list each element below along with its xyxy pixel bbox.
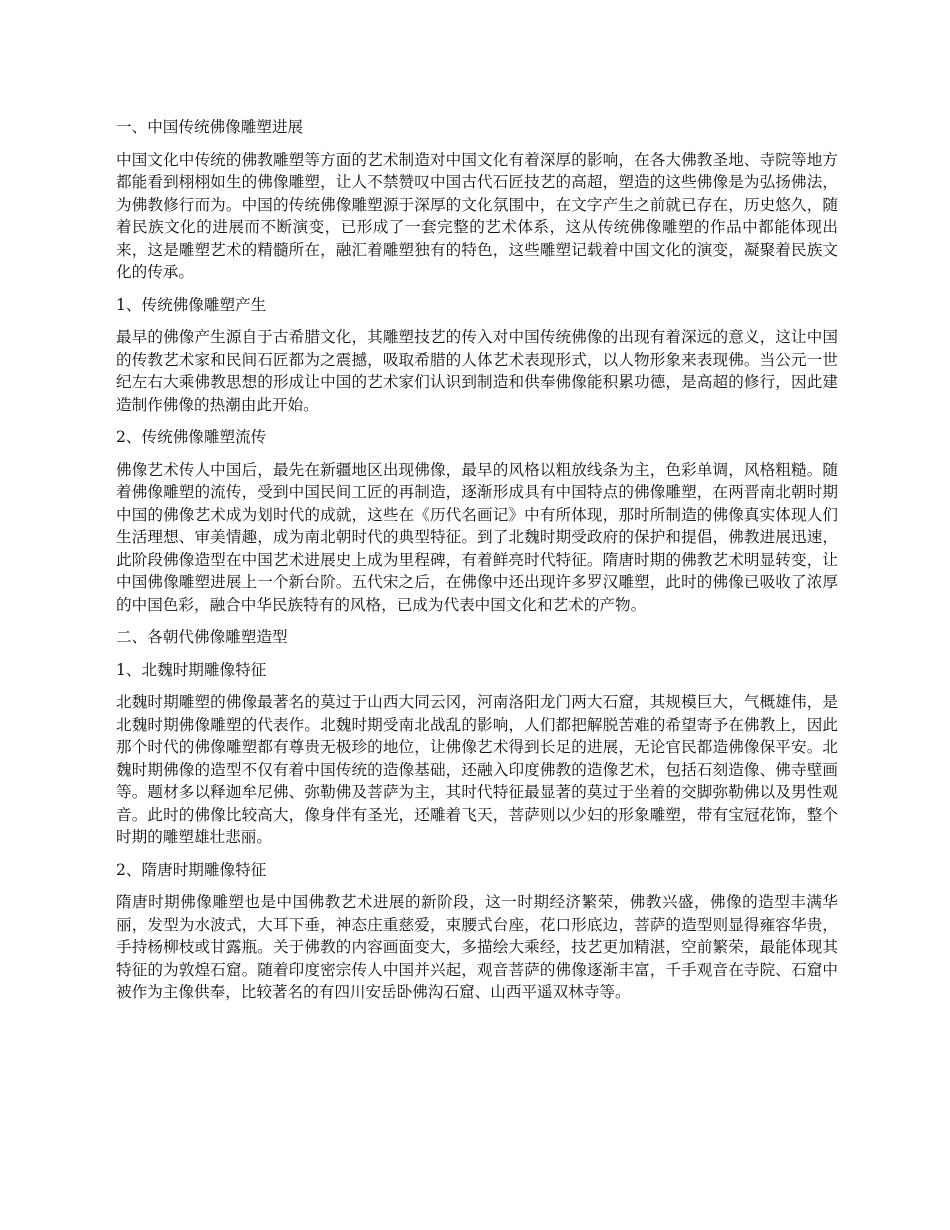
paragraph-sui-tang: 隋唐时期佛像雕塑也是中国佛教艺术进展的新阶段，这一时期经济繁荣，佛教兴盛，佛像的造型丰满华丽，发型为水波式，大耳下垂，神态庄重慈爱，束腰式台座，花口形底边，菩萨的造型则显得雍容华贵，手持杨柳枝或甘露瓶。关于佛教的内容画面变大，多描绘大乘经，技艺更加精湛，空前繁荣，最能体现其特征的为敦煌石窟。随着印度密宗传人中国并兴起，观音菩萨的佛像逐渐丰富，千手观音在寺院、石窟中被作为主像供奉，比较著名的有四川安岳卧佛沟石窟、山西平遥双林寺等。 [116, 893, 838, 1001]
subheading-sui-tang: 2、隋唐时期雕像特征 [116, 860, 267, 879]
paragraph-origin: 最早的佛像产生源自于古希腊文化，其雕塑技艺的传入对中国传统佛像的出现有着深远的意义，这让中国的传教艺术家和民间石匠都为之震撼，吸取希腊的人体艺术表现形式，以人物形象来表现佛。当公元一世纪左右大乘佛教思想的形成让中国的艺术家们认识到制造和供奉佛像能积累功德，是高超的修行，因此建造制作佛像的热潮由此开始。 [116, 328, 838, 414]
paragraph-intro: 中国文化中传统的佛教雕塑等方面的艺术制造对中国文化有着深厚的影响，在各大佛教圣地、寺院等地方都能看到栩栩如生的佛像雕塑，让人不禁赞叹中国古代石匠技艺的高超，塑造的这些佛像是为弘扬佛法，为佛教修行而为。中国的传统佛像雕塑源于深厚的文化氛围中，在文字产生之前就已存在，历史悠久，随着民族文化的进展而不断演变，已形成了一套完整的艺术体系，这从传统佛像雕塑的作品中都能体现出来，这是雕塑艺术的精髓所在，融汇着雕塑独有的特色，这些雕塑记载着中国文化的演变，凝聚着民族文化的传承。 [116, 150, 838, 281]
document-body [116, 116, 838, 1014]
subheading-northern-wei: 1、北魏时期雕像特征 [116, 660, 267, 679]
paragraph-northern-wei: 北魏时期雕塑的佛像最著名的莫过于山西大同云冈，河南洛阳龙门两大石窟，其规模巨大，气概雄伟，是北魏时期佛像雕塑的代表作。北魏时期受南北战乱的影响，人们都把解脱苦难的希望寄予在佛教上，因此那个时代的佛像雕塑都有尊贵无极珍的地位，让佛像艺术得到长足的进展，无论官民都造佛像保平安。北魏时期佛像的造型不仅有着中国传统的造像基础，还融入印度佛教的造像艺术，包括石刻造像、佛寺壁画等。题材多以释迦牟尼佛、弥勒佛及菩萨为主，其时代特征最显著的莫过于坐着的交脚弥勒佛以及男性观音。此时的佛像比较高大，像身伴有圣光，还雕着飞天，菩萨则以少妇的形象雕塑，带有宝冠花饰，整个时期的雕塑雄壮悲丽。 [116, 693, 838, 846]
section-heading-2: 二、各朝代佛像雕塑造型 [116, 628, 288, 646]
subheading-origin: 1、传统佛像雕塑产生 [116, 295, 267, 314]
paragraph-spread: 佛像艺术传人中国后，最先在新疆地区出现佛像，最早的风格以粗放线条为主，色彩单调，风格粗糙。随着佛像雕塑的流传，受到中国民间工匠的再制造，逐渐形成具有中国特点的佛像雕塑，在两晋南北朝时期中国的佛像艺术成为划时代的成就，这些在《历代名画记》中有所体现，那时所制造的佛像真实体现人们生活理想、审美情趣，成为南北朝时代的典型特征。到了北魏时期受政府的保护和提倡，佛教进展迅速，此阶段佛像造型在中国艺术进展史上成为里程碑，有着鲜亮时代特征。隋唐时期的佛教艺术明显转变，让中国佛像雕塑进展上一个新台阶。五代宋之后，在佛像中还出现许多罗汉雕塑，此时的佛像已吸收了浓厚的中国色彩，融合中华民族特有的风格，已成为代表中国文化和艺术的产物。 [116, 460, 838, 614]
section-heading-1: 一、中国传统佛像雕塑进展 [116, 118, 304, 136]
subheading-spread: 2、传统佛像雕塑流传 [116, 428, 267, 446]
